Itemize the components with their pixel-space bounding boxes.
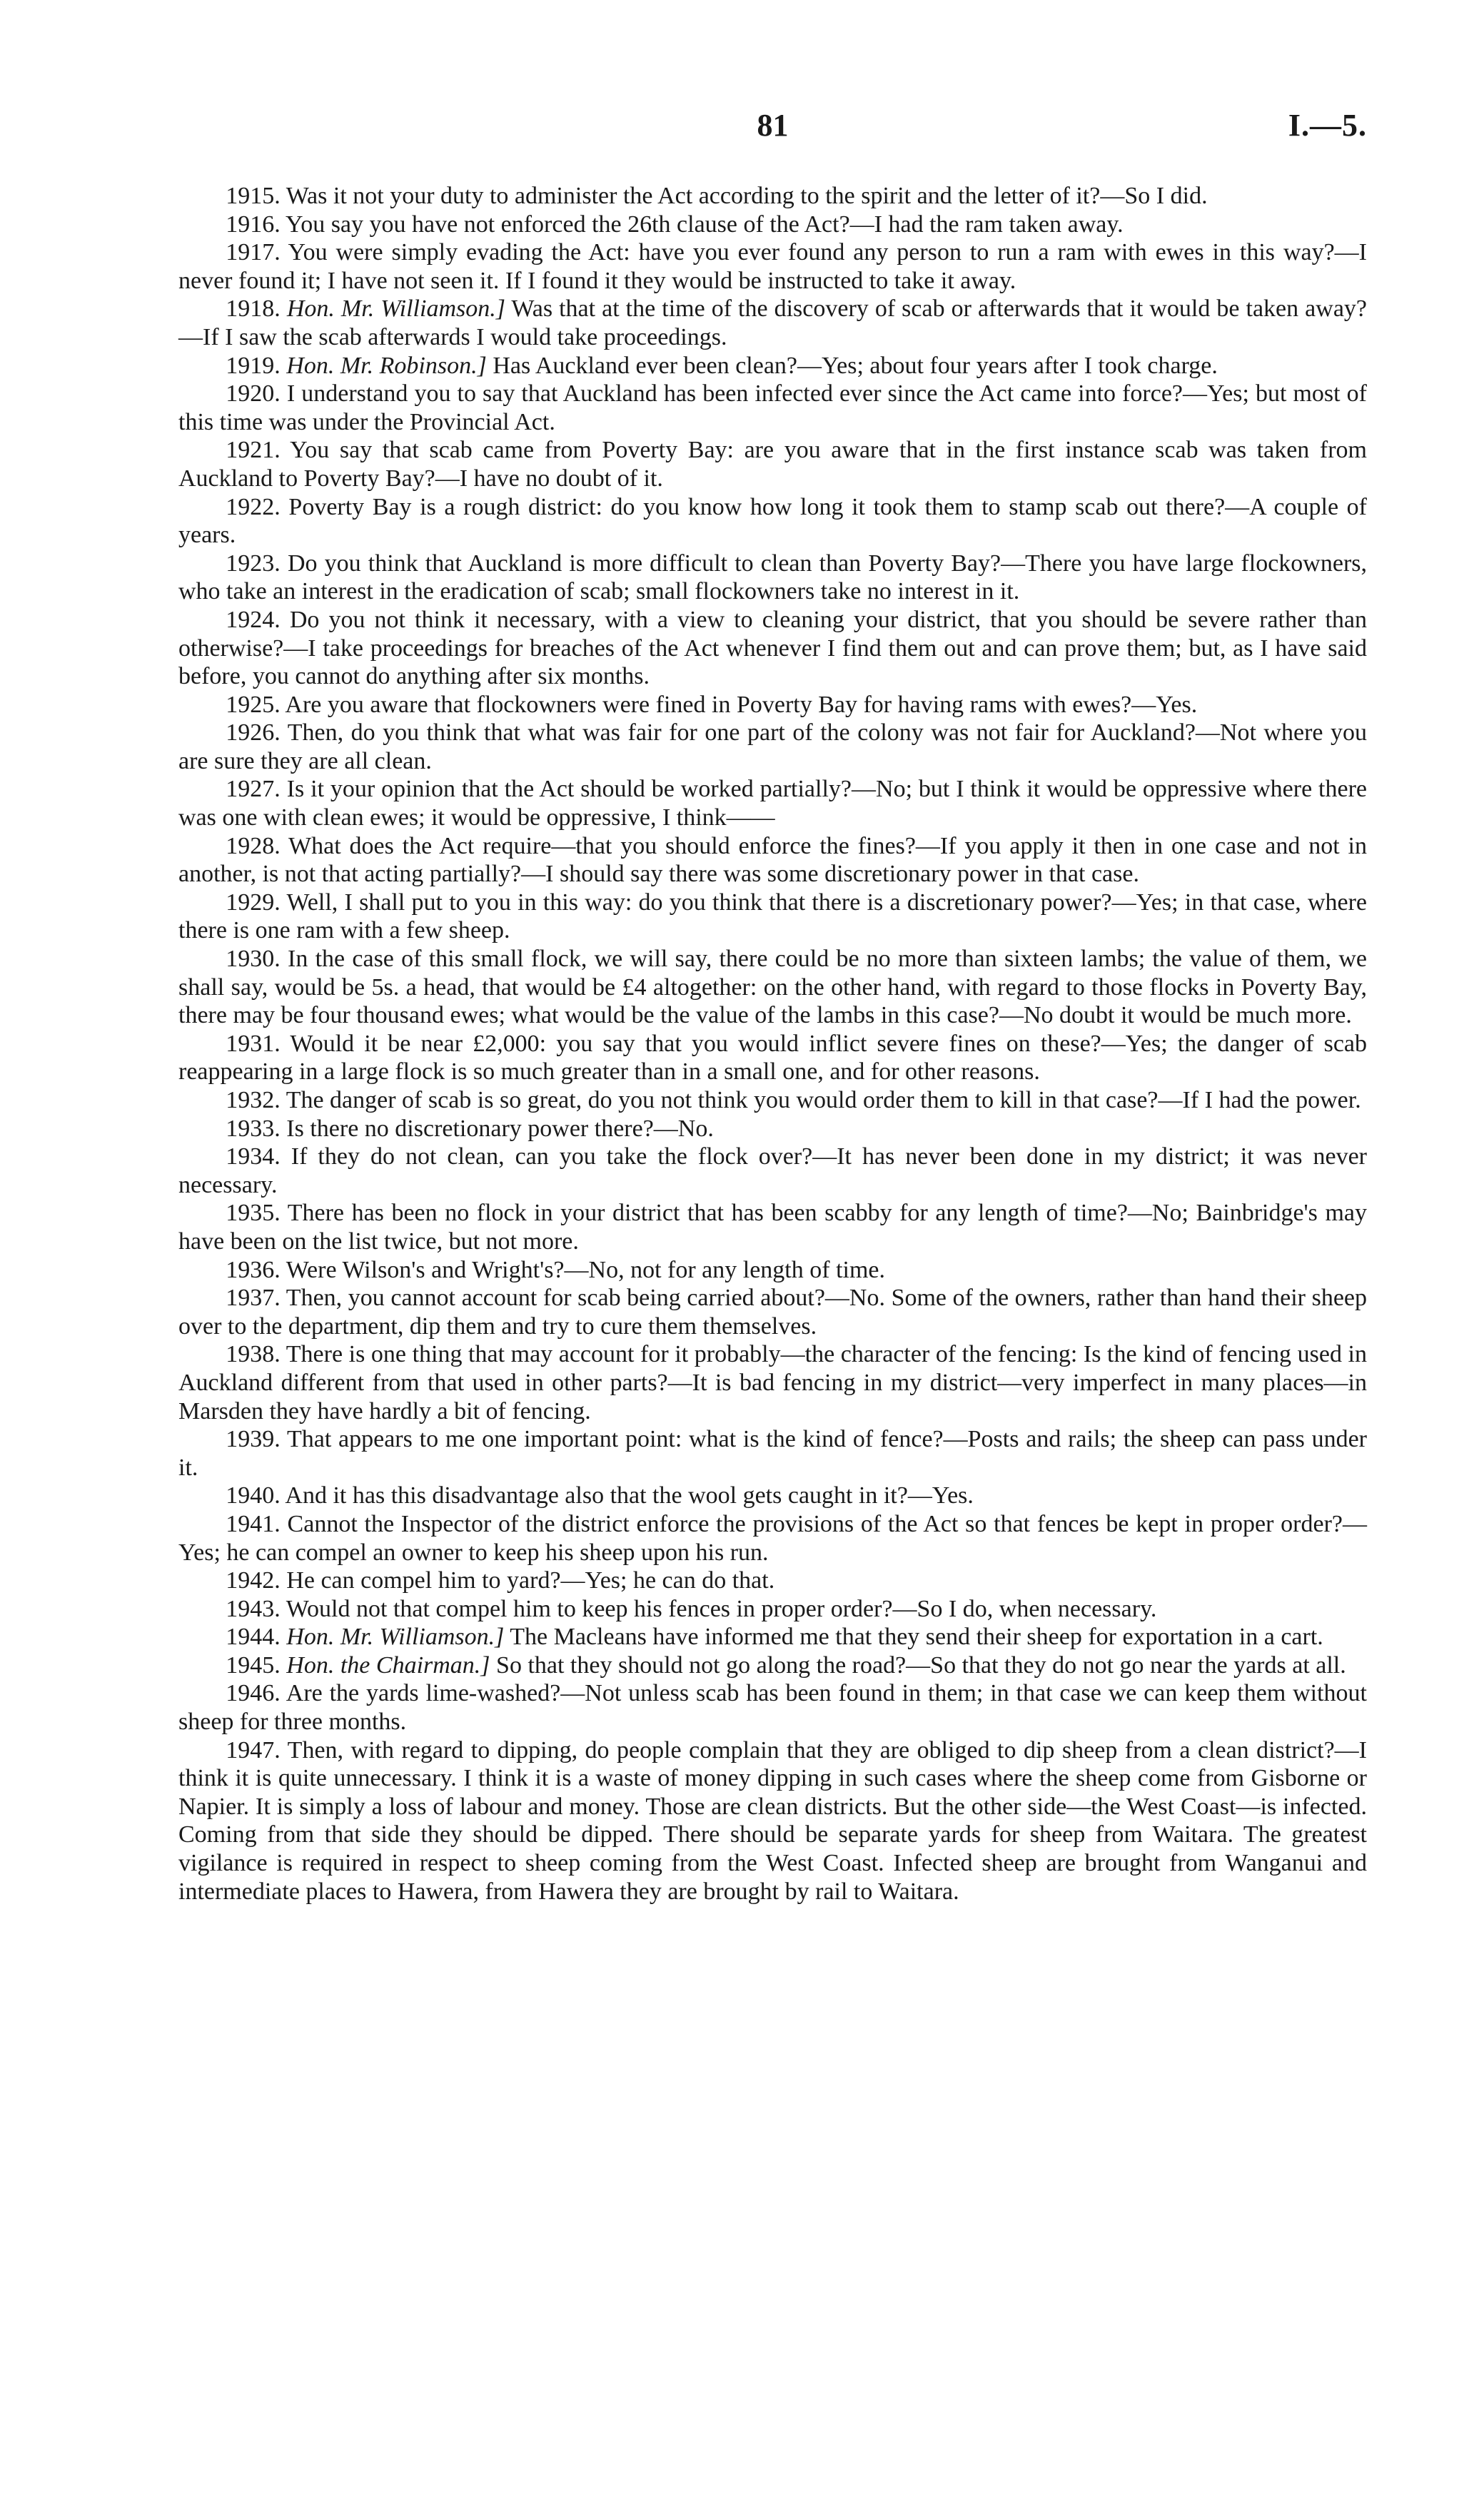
- testimony-body: [178, 182, 1367, 1906]
- question-number: 1916.: [226, 211, 281, 238]
- testimony-paragraph: [178, 889, 1367, 945]
- testimony-paragraph: [178, 1595, 1367, 1624]
- speaker-label: Hon. Mr. Williamson.]: [286, 1624, 505, 1651]
- testimony-paragraph: [178, 436, 1367, 492]
- question-answer-text: Was it not your duty to administer the Act according to the spirit and the letter of it?—So I did.: [286, 183, 1208, 209]
- question-number: 1923.: [226, 550, 281, 577]
- question-answer-text: Well, I shall put to you in this way: do you think that there is a discretionary power?—Yes; in that case, where there is one ram with a few sheep.: [178, 889, 1368, 944]
- question-number: 1925.: [226, 691, 281, 718]
- question-answer-text: And it has this disadvantage also that the wool gets caught in it?—Yes.: [285, 1482, 974, 1509]
- testimony-paragraph: [178, 493, 1367, 550]
- question-number: 1921.: [226, 437, 281, 464]
- question-number: 1943.: [226, 1595, 281, 1622]
- testimony-paragraph: [178, 1340, 1367, 1425]
- testimony-paragraph: [178, 352, 1367, 380]
- testimony-paragraph: [178, 606, 1367, 691]
- testimony-paragraph: [178, 1256, 1367, 1285]
- question-number: 1928.: [226, 832, 281, 859]
- question-answer-text: There is one thing that may account for it probably—the character of the fencing: Is the kind of fencing used in Auckland different from that used in other parts?—It is bad fencing in my district—very imperfect in many places—in Marsden they have hardly a bit of fencing.: [178, 1341, 1367, 1425]
- question-number: 1947.: [226, 1736, 281, 1764]
- testimony-paragraph: [178, 1199, 1367, 1255]
- question-answer-text: Are the yards lime-washed?—Not unless scab has been found in them; in that case we can keep them without sheep for three months.: [178, 1680, 1368, 1736]
- question-answer-text: Poverty Bay is a rough district: do you know how long it took them to stamp scab out there?—A couple of years.: [178, 493, 1367, 549]
- question-answer-text: You say you have not enforced the 26th clause of the Act?—I had the ram taken away.: [286, 211, 1124, 238]
- question-answer-text: You say that scab came from Poverty Bay: are you aware that in the first instance scab was taken from Auckland to Poverty Bay?—I have no doubt of it.: [178, 437, 1367, 492]
- question-number: 1940.: [226, 1482, 281, 1509]
- question-number: 1919.: [226, 352, 281, 379]
- question-answer-text: I understand you to say that Auckland has been infected ever since the Act came into force?—Yes; but most of this time was under the Provincial Act.: [178, 380, 1367, 435]
- speaker-label: Hon. Mr. Robinson.]: [286, 352, 487, 379]
- testimony-paragraph: [178, 1510, 1367, 1567]
- testimony-paragraph: [178, 832, 1367, 889]
- testimony-paragraph: [178, 1679, 1367, 1736]
- testimony-paragraph: [178, 1482, 1367, 1510]
- testimony-paragraph: [178, 775, 1367, 831]
- testimony-paragraph: [178, 380, 1367, 436]
- question-answer-text: Is it your opinion that the Act should be worked partially?—No; but I think it would be oppressive where there was one with clean ewes; it would be oppressive, I think——: [178, 776, 1368, 831]
- question-answer-text: Then, do you think that what was fair for one part of the colony was not fair for Auckland?—Not where you are sure they are all clean.: [178, 719, 1367, 774]
- question-number: 1946.: [226, 1680, 281, 1707]
- testimony-paragraph: [178, 1143, 1367, 1199]
- testimony-paragraph: [178, 691, 1367, 719]
- question-answer-text: He can compel him to yard?—Yes; he can do that.: [286, 1567, 775, 1594]
- speaker-label: Hon. the Chairman.]: [286, 1651, 490, 1679]
- document-reference: I.—5.: [1288, 108, 1367, 143]
- question-number: 1930.: [226, 946, 281, 973]
- page-number: 81: [757, 108, 789, 143]
- question-number: 1938.: [226, 1341, 281, 1368]
- question-number: 1931.: [226, 1030, 281, 1057]
- testimony-paragraph: [178, 1284, 1367, 1340]
- testimony-paragraph: [178, 1567, 1367, 1595]
- question-number: 1929.: [226, 889, 281, 916]
- question-answer-text: Are you aware that flockowners were fined in Poverty Bay for having rams with ewes?—Yes.: [285, 691, 1198, 718]
- question-answer-text: Is there no discretionary power there?—No.: [286, 1115, 714, 1142]
- testimony-paragraph: [178, 1736, 1367, 1906]
- testimony-paragraph: [178, 719, 1367, 775]
- question-number: 1933.: [226, 1115, 281, 1142]
- question-number: 1917.: [226, 239, 281, 266]
- question-number: 1941.: [226, 1510, 281, 1537]
- question-answer-text: In the case of this small flock, we will say, there could be no more than sixteen lambs; the value of them, we shall say, would be 5s. a head, that would be £4 altogether: on the other hand, with regard to those flocks in Poverty Bay, there may be four thousand ewes; what would be the value of the lambs in this case?—No doubt it would be much more.: [178, 946, 1367, 1029]
- question-number: 1915.: [226, 183, 281, 209]
- question-answer-text: Do you not think it necessary, with a view to cleaning your district, that you should be severe rather than otherwise?—I take proceedings for breaches of the Act whenever I find them out and can prove them; but, as I have said before, you cannot do anything after six months.: [178, 606, 1368, 690]
- testimony-paragraph: [178, 238, 1367, 295]
- question-answer-text: Were Wilson's and Wright's?—No, not for any length of time.: [286, 1256, 885, 1283]
- question-number: 1927.: [226, 776, 281, 803]
- question-number: 1936.: [226, 1256, 281, 1283]
- question-answer-text: The danger of scab is so great, do you not think you would order them to kill in that case?—If I had the power.: [286, 1087, 1361, 1113]
- page-header: [178, 107, 1367, 150]
- testimony-paragraph: [178, 1425, 1367, 1482]
- question-answer-text: Do you think that Auckland is more difficult to clean than Poverty Bay?—There you have large flockowners, who take an interest in the eradication of scab; small flockowners take no interest in it.: [178, 550, 1367, 605]
- testimony-paragraph: [178, 211, 1367, 239]
- question-answer-text: The Macleans have informed me that they send their sheep for exportation in a cart.: [510, 1624, 1323, 1651]
- testimony-paragraph: [178, 1623, 1367, 1651]
- question-answer-text: Would it be near £2,000: you say that you would inflict severe fines on these?—Yes; the danger of scab reappearing in a large flock is so much greater than in a small one, and for other reasons.: [178, 1030, 1367, 1086]
- question-answer-text: There has been no flock in your district that has been scabby for any length of time?—No; Bainbridge's may have been on the list twice, but not more.: [178, 1200, 1368, 1255]
- question-number: 1922.: [226, 493, 281, 520]
- testimony-paragraph: [178, 550, 1367, 606]
- question-number: 1918.: [226, 295, 281, 323]
- question-number: 1942.: [226, 1567, 281, 1594]
- question-number: 1924.: [226, 606, 281, 633]
- testimony-paragraph: [178, 1086, 1367, 1115]
- question-answer-text: Would not that compel him to keep his fences in proper order?—So I do, when necessary.: [286, 1595, 1157, 1622]
- speaker-label: Hon. Mr. Williamson.]: [286, 295, 505, 323]
- question-number: 1934.: [226, 1143, 281, 1170]
- question-answer-text: So that they should not go along the road?—So that they do not go near the yards at all.: [496, 1651, 1346, 1679]
- question-number: 1944.: [226, 1624, 281, 1651]
- question-answer-text: You were simply evading the Act: have you ever found any person to run a ram with ewes in this way?—I never found it; I have not seen it. If I found it they would be instructed to take it away.: [178, 239, 1367, 294]
- testimony-paragraph: [178, 945, 1367, 1030]
- question-number: 1932.: [226, 1087, 281, 1113]
- question-answer-text: If they do not clean, can you take the flock over?—It has never been done in my district; it was never necessary.: [178, 1143, 1368, 1198]
- question-answer-text: That appears to me one important point: what is the kind of fence?—Posts and rails; the sheep can pass under it.: [178, 1426, 1367, 1481]
- question-answer-text: Was that at the time of the discovery of scab or afterwards that it would be taken away?—If I saw the scab afterwards I would take proceedings.: [178, 295, 1368, 350]
- question-number: 1937.: [226, 1285, 281, 1312]
- question-answer-text: Then, you cannot account for scab being carried about?—No. Some of the owners, rather than hand their sheep over to the department, dip them and try to cure them themselves.: [178, 1285, 1368, 1340]
- testimony-paragraph: [178, 1651, 1367, 1680]
- question-number: 1920.: [226, 380, 281, 408]
- question-answer-text: What does the Act require—that you should enforce the fines?—If you apply it then in one case and not in another, is not that acting partially?—I should say there was some discretionary power in that case.: [178, 832, 1367, 888]
- testimony-paragraph: [178, 1115, 1367, 1143]
- question-number: 1935.: [226, 1200, 281, 1227]
- question-number: 1945.: [226, 1651, 281, 1679]
- question-number: 1926.: [226, 719, 281, 747]
- question-answer-text: Cannot the Inspector of the district enforce the provisions of the Act so that fences be kept in proper order?—Yes; he can compel an owner to keep his sheep upon his run.: [178, 1510, 1368, 1566]
- question-number: 1939.: [226, 1426, 281, 1453]
- testimony-paragraph: [178, 182, 1367, 211]
- question-answer-text: Then, with regard to dipping, do people complain that they are obliged to dip sheep from a clean district?—I think it is quite unnecessary. I think it is a waste of money dipping in such cases where the sheep come from Gisborne or Napier. It is simply a loss of labour and money. Those are clean districts. But the other side—the West Coast—is infected. Coming from that side they should be dipped. There should be separate yards for sheep from Waitara. The greatest vigilance is required in respect to sheep coming from the West Coast. Infected sheep are brought from Wanganui and intermediate places to Hawera, from Hawera they are brought by rail to Waitara.: [178, 1736, 1367, 1905]
- testimony-paragraph: [178, 295, 1367, 351]
- question-answer-text: Has Auckland ever been clean?—Yes; about four years after I took charge.: [493, 352, 1218, 379]
- testimony-paragraph: [178, 1030, 1367, 1086]
